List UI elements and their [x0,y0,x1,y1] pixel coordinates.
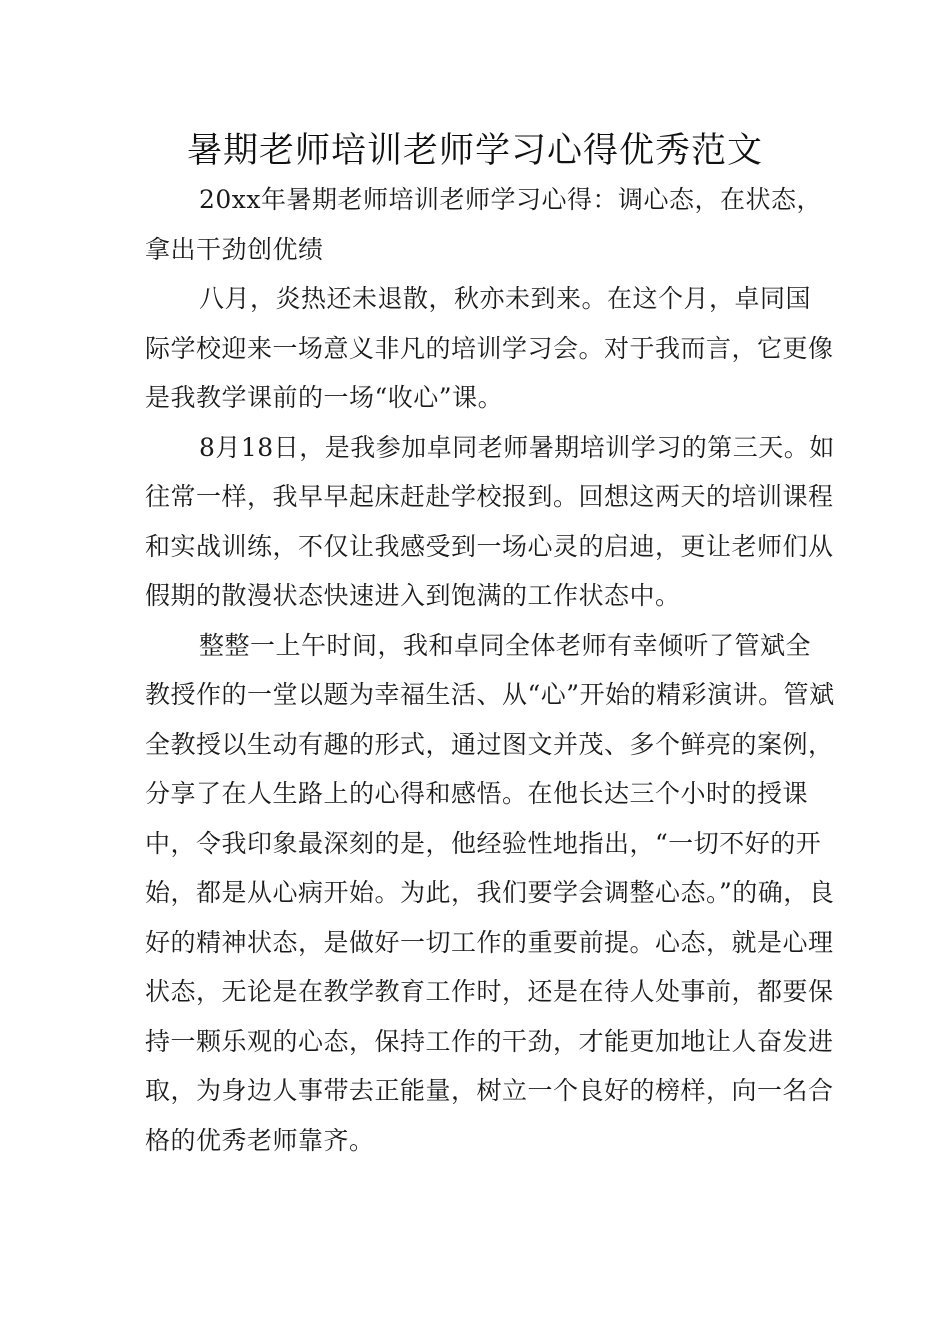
paragraph-lecture: 整整一上午时间，我和卓同全体老师有幸倾听了管斌全教授作的一堂以题为幸福生活、从“心”开始的精彩演讲。管斌全教授以生动有趣的形式，通过图文并茂、多个鲜亮的案例，分享了在人生路上的心得和感悟。在他长达三个小时的授课中，令我印象最深刻的是，他经验性地指出，“一切不好的开始，都是从心病开始。为此，我们要学会调整心态。”的确，良好的精神状态，是做好一切工作的重要前提。心态，就是心理状态，无论是在教学教育工作时，还是在待人处事前，都要保持一颗乐观的心态，保持工作的干劲，才能更加地让人奋发进取，为身边人事带去正能量，树立一个良好的榜样，向一名合格的优秀老师靠齐。 [145,630,835,1155]
document-body [145,175,835,1165]
paragraph-intro: 八月，炎热还未退散，秋亦未到来。在这个月，卓同国际学校迎来一场意义非凡的培训学习会。对于我而言，它更像是我教学课前的一场“收心”课。 [145,284,834,412]
document-title: 暑期老师培训老师学习心得优秀范文 [186,131,763,171]
paragraph-day-three: 8月18日，是我参加卓同老师暑期培训学习的第三天。如往常一样，我早早起床赶赴学校报到。回想这两天的培训课程和实战训练，不仅让我感受到一场心灵的启迪，更让老师们从假期的散漫状态快速进入到饱满的工作状态中。 [145,432,835,610]
paragraph-subtitle: 20xx年暑期老师培训老师学习心得：调心态，在状态，拿出干劲创优绩 [145,185,823,264]
